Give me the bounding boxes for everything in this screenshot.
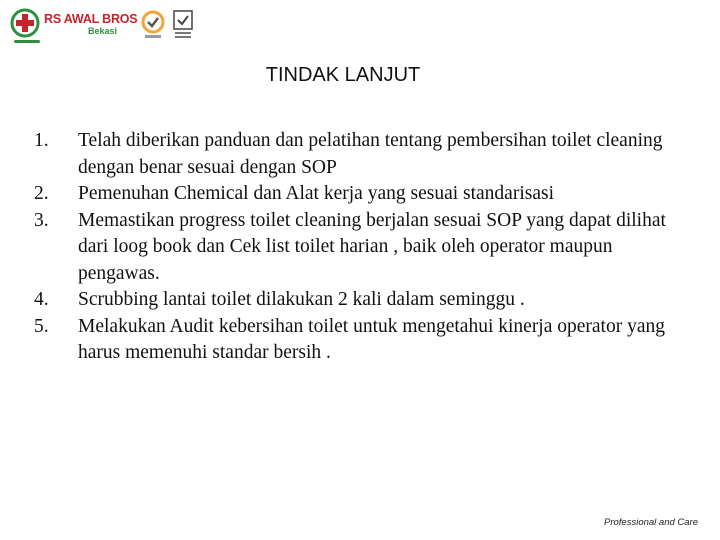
hospital-logo	[8, 6, 198, 46]
logo-text: RS AWAL BROS	[44, 12, 138, 26]
follow-up-list	[34, 128, 684, 367]
list-item-text: Pemenuhan Chemical dan Alat kerja yang sesuai standarisasi	[78, 183, 554, 204]
list-item-number: 3.	[34, 209, 49, 231]
list-item	[34, 128, 684, 181]
list-item	[34, 181, 684, 208]
footer-tagline: Professional and Care	[604, 517, 698, 528]
list-item-number: 2.	[34, 183, 49, 204]
list-item-text: Memastikan progress toilet cleaning berjalan sesuai SOP yang dapat dilihat dari loog book dan Cek list toilet harian , baik oleh operator maupun pengawas.	[78, 209, 666, 284]
medical-cross-icon	[10, 8, 40, 38]
sgs-certification-icon	[141, 10, 165, 40]
list-item-number: 1.	[34, 130, 49, 151]
list-item-number: 4.	[34, 289, 49, 310]
kan-accreditation-icon	[172, 10, 194, 42]
slide-title: TINDAK LANJUT	[265, 64, 421, 86]
list-item-text: Scrubbing lantai toilet dilakukan 2 kali dalam seminggu .	[78, 289, 525, 310]
list-item	[34, 208, 684, 288]
logo-subtext: Bekasi	[88, 26, 118, 36]
list-item	[34, 314, 684, 367]
list-item-text: Telah diberikan panduan dan pelatihan tentang pembersihan toilet cleaning dengan benar sesuai dengan SOP	[78, 130, 663, 178]
list-item	[34, 287, 684, 314]
list-item-text: Melakukan Audit kebersihan toilet untuk mengetahui kinerja operator yang harus memenuhi standar bersih .	[78, 315, 665, 363]
logo-underline	[14, 40, 40, 43]
list-item-number: 5.	[34, 315, 49, 337]
